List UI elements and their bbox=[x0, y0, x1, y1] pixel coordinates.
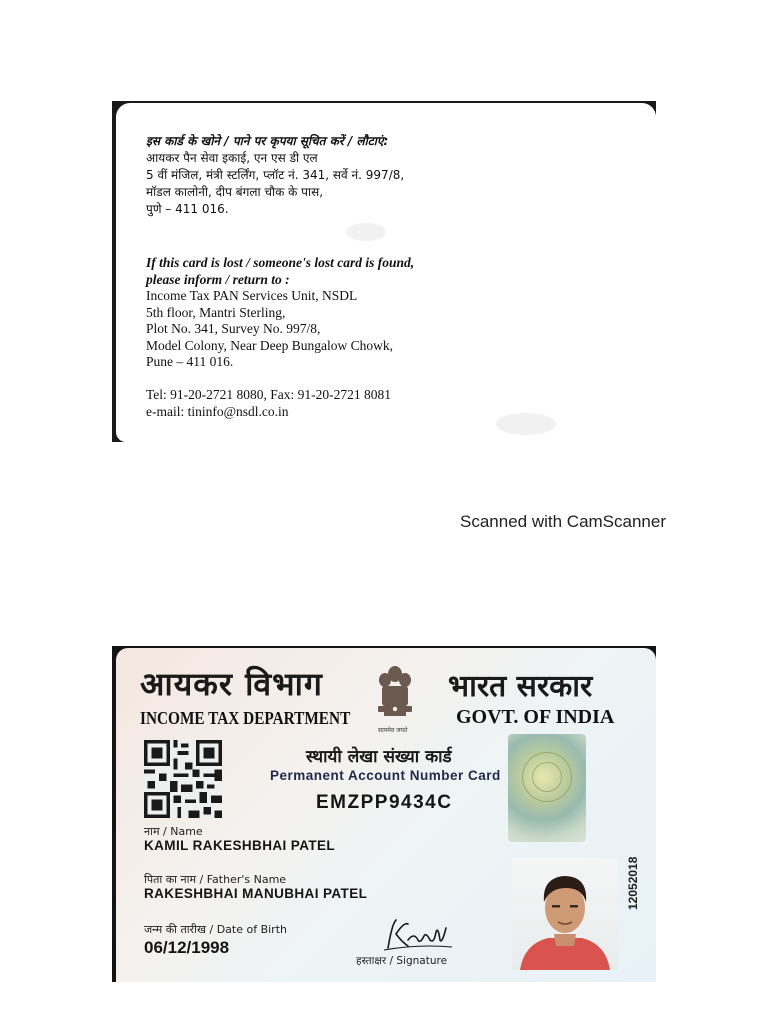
english-address-line: Plot No. 341, Survey No. 997/8, bbox=[146, 321, 321, 336]
father-name-value: RAKESHBHAI MANUBHAI PATEL bbox=[144, 886, 368, 901]
name-value: KAMIL RAKESHBHAI PATEL bbox=[144, 838, 336, 853]
english-address-line: 5th floor, Mantri Sterling, bbox=[146, 304, 286, 320]
smudge bbox=[346, 223, 386, 241]
contact-info bbox=[146, 387, 391, 420]
pan-card-back-face bbox=[116, 103, 656, 442]
pan-number: EMZPP9434C bbox=[316, 792, 453, 813]
english-notice-line: If this card is lost / someone's lost card is found, bbox=[146, 255, 415, 270]
card-serial-number: 12052018 bbox=[626, 856, 640, 910]
camscanner-watermark: Scanned with CamScanner bbox=[460, 512, 667, 531]
person-photo-icon bbox=[512, 858, 618, 970]
qr-code-icon bbox=[144, 740, 222, 818]
signature-image bbox=[378, 914, 458, 954]
pan-card-front-face bbox=[116, 648, 656, 982]
smudge bbox=[496, 413, 556, 435]
hindi-address-line: 5 वीं मंजिल, मंत्री स्टर्लिंग, प्लॉट नं. 341, सर्वे नं. 997/8, bbox=[146, 168, 405, 182]
dob-value: 06/12/1998 bbox=[144, 938, 230, 957]
tel-fax-line: Tel: 91-20-2721 8080, Fax: 91-20-2721 8081 bbox=[146, 387, 392, 402]
name-label: नाम / Name bbox=[144, 825, 203, 838]
card-title-hindi: स्थायी लेखा संख्या कार्ड bbox=[306, 747, 452, 767]
father-name-label: पिता का नाम / Father's Name bbox=[144, 873, 287, 886]
english-address-line: Income Tax PAN Services Unit, NSDL bbox=[146, 288, 358, 303]
gov-english-heading: GOVT. OF INDIA bbox=[456, 706, 615, 728]
dept-hindi-heading: आयकर विभाग bbox=[140, 665, 323, 703]
hologram-seal bbox=[508, 734, 586, 842]
hindi-address-line: आयकर पैन सेवा इकाई, एन एस डी एल bbox=[146, 151, 318, 165]
english-address-line: Pune – 411 016. bbox=[146, 354, 234, 369]
english-notice-line: please inform / return to : bbox=[146, 271, 290, 287]
dept-english-heading: INCOME TAX DEPARTMENT bbox=[140, 708, 351, 728]
email-line: e-mail: tininfo@nsdl.co.in bbox=[146, 403, 289, 419]
pan-card-front bbox=[112, 646, 656, 982]
hologram-ring bbox=[532, 762, 562, 792]
hindi-address-line: पुणे – 411 016. bbox=[146, 202, 229, 216]
signature-label: हस्ताक्षर / Signature bbox=[356, 955, 448, 967]
hindi-return-notice bbox=[146, 133, 404, 218]
gov-hindi-heading: भारत सरकार bbox=[448, 669, 593, 704]
dob-label: जन्म की तारीख / Date of Birth bbox=[144, 923, 287, 936]
national-emblem-icon bbox=[374, 664, 416, 726]
holder-photo bbox=[512, 858, 618, 970]
hindi-address-line: मॉडल कालोनी, दीप बंगला चौक के पास, bbox=[146, 185, 324, 199]
english-address-line: Model Colony, Near Deep Bungalow Chowk, bbox=[146, 337, 393, 353]
hindi-notice-line: इस कार्ड के खोने / पाने पर कृपया सूचित करें / लौटाएं: bbox=[146, 134, 389, 148]
english-return-notice bbox=[146, 255, 414, 371]
pan-card-back bbox=[112, 101, 656, 442]
emblem-motto: सत्यमेव जयते bbox=[378, 727, 408, 734]
card-title-english: Permanent Account Number Card bbox=[270, 768, 501, 783]
